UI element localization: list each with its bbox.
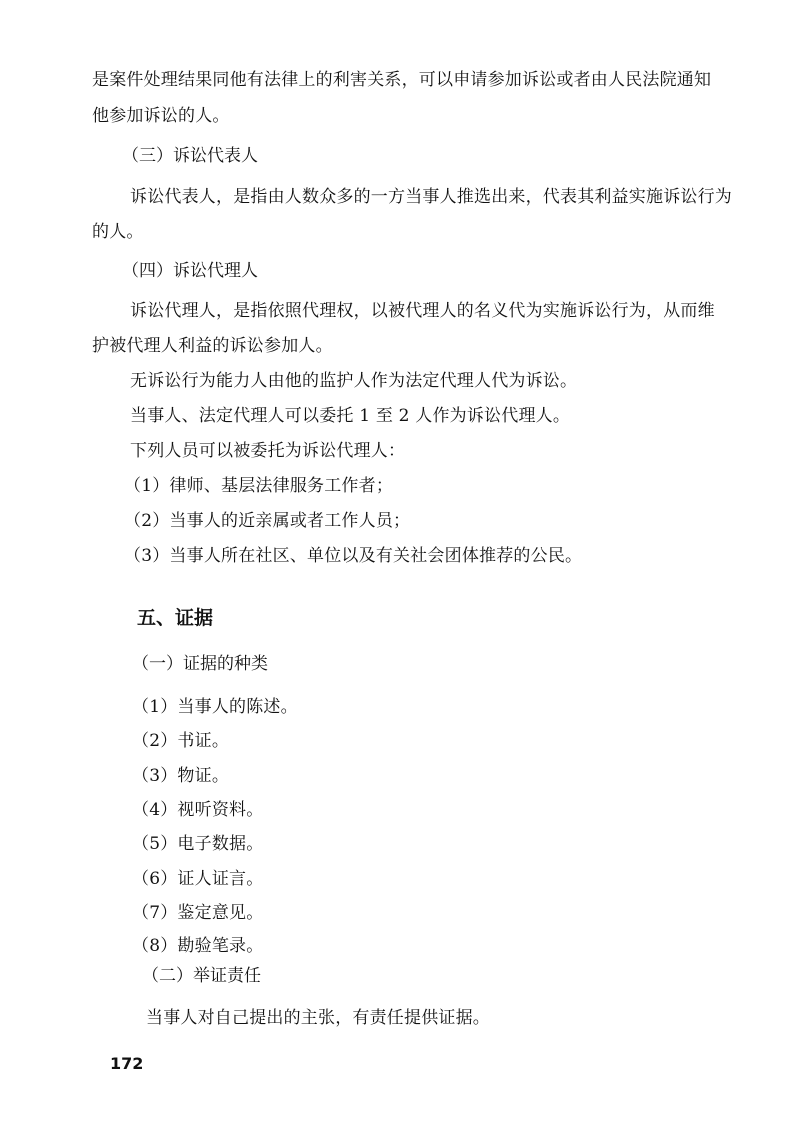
text-line: 当事人对自己提出的主张，有责任提供证据。 bbox=[146, 1008, 490, 1028]
text-line: 诉讼代理人，是指依照代理权，以被代理人的名义代为实施诉讼行为，从而维 bbox=[130, 301, 715, 321]
list-item: （3）物证。 bbox=[132, 766, 230, 786]
text-line: 的人。 bbox=[92, 222, 144, 242]
text-line: 他参加诉讼的人。 bbox=[92, 106, 230, 126]
text-line: 无诉讼行为能力人由他的监护人作为法定代理人代为诉讼。 bbox=[130, 371, 578, 391]
section-heading-burden-of-proof: （二）举证责任 bbox=[142, 966, 261, 986]
text-line: 护被代理人利益的诉讼参加人。 bbox=[92, 336, 333, 356]
list-item: （8）勘验笔录。 bbox=[132, 936, 264, 956]
list-item: （2）当事人的近亲属或者工作人员； bbox=[124, 511, 411, 531]
list-item: （1）当事人的陈述。 bbox=[132, 697, 298, 717]
list-item: （1）律师、基层法律服务工作者； bbox=[124, 476, 394, 496]
list-item: （6）证人证言。 bbox=[132, 869, 264, 889]
text-line: 下列人员可以被委托为诉讼代理人： bbox=[130, 441, 406, 461]
page-number: 172 bbox=[110, 1054, 144, 1073]
text-line: 是案件处理结果同他有法律上的利害关系，可以申请参加诉讼或者由人民法院通知 bbox=[92, 70, 712, 90]
text-line: 诉讼代表人，是指由人数众多的一方当事人推选出来，代表其利益实施诉讼行为 bbox=[130, 187, 732, 207]
list-item: （7）鉴定意见。 bbox=[132, 903, 264, 923]
list-item: （5）电子数据。 bbox=[132, 834, 264, 854]
chapter-heading-evidence: 五、证据 bbox=[137, 607, 214, 629]
list-item: （2）书证。 bbox=[132, 731, 230, 751]
list-item: （3）当事人所在社区、单位以及有关社会团体推荐的公民。 bbox=[124, 546, 583, 566]
list-item: （4）视听资料。 bbox=[132, 800, 264, 820]
section-heading-litigation-representative: （三）诉讼代表人 bbox=[122, 146, 258, 166]
section-heading-evidence-types: （一）证据的种类 bbox=[132, 654, 268, 674]
text-line: 当事人、法定代理人可以委托 1 至 2 人作为诉讼代理人。 bbox=[130, 406, 571, 426]
section-heading-litigation-agent: （四）诉讼代理人 bbox=[122, 261, 258, 281]
